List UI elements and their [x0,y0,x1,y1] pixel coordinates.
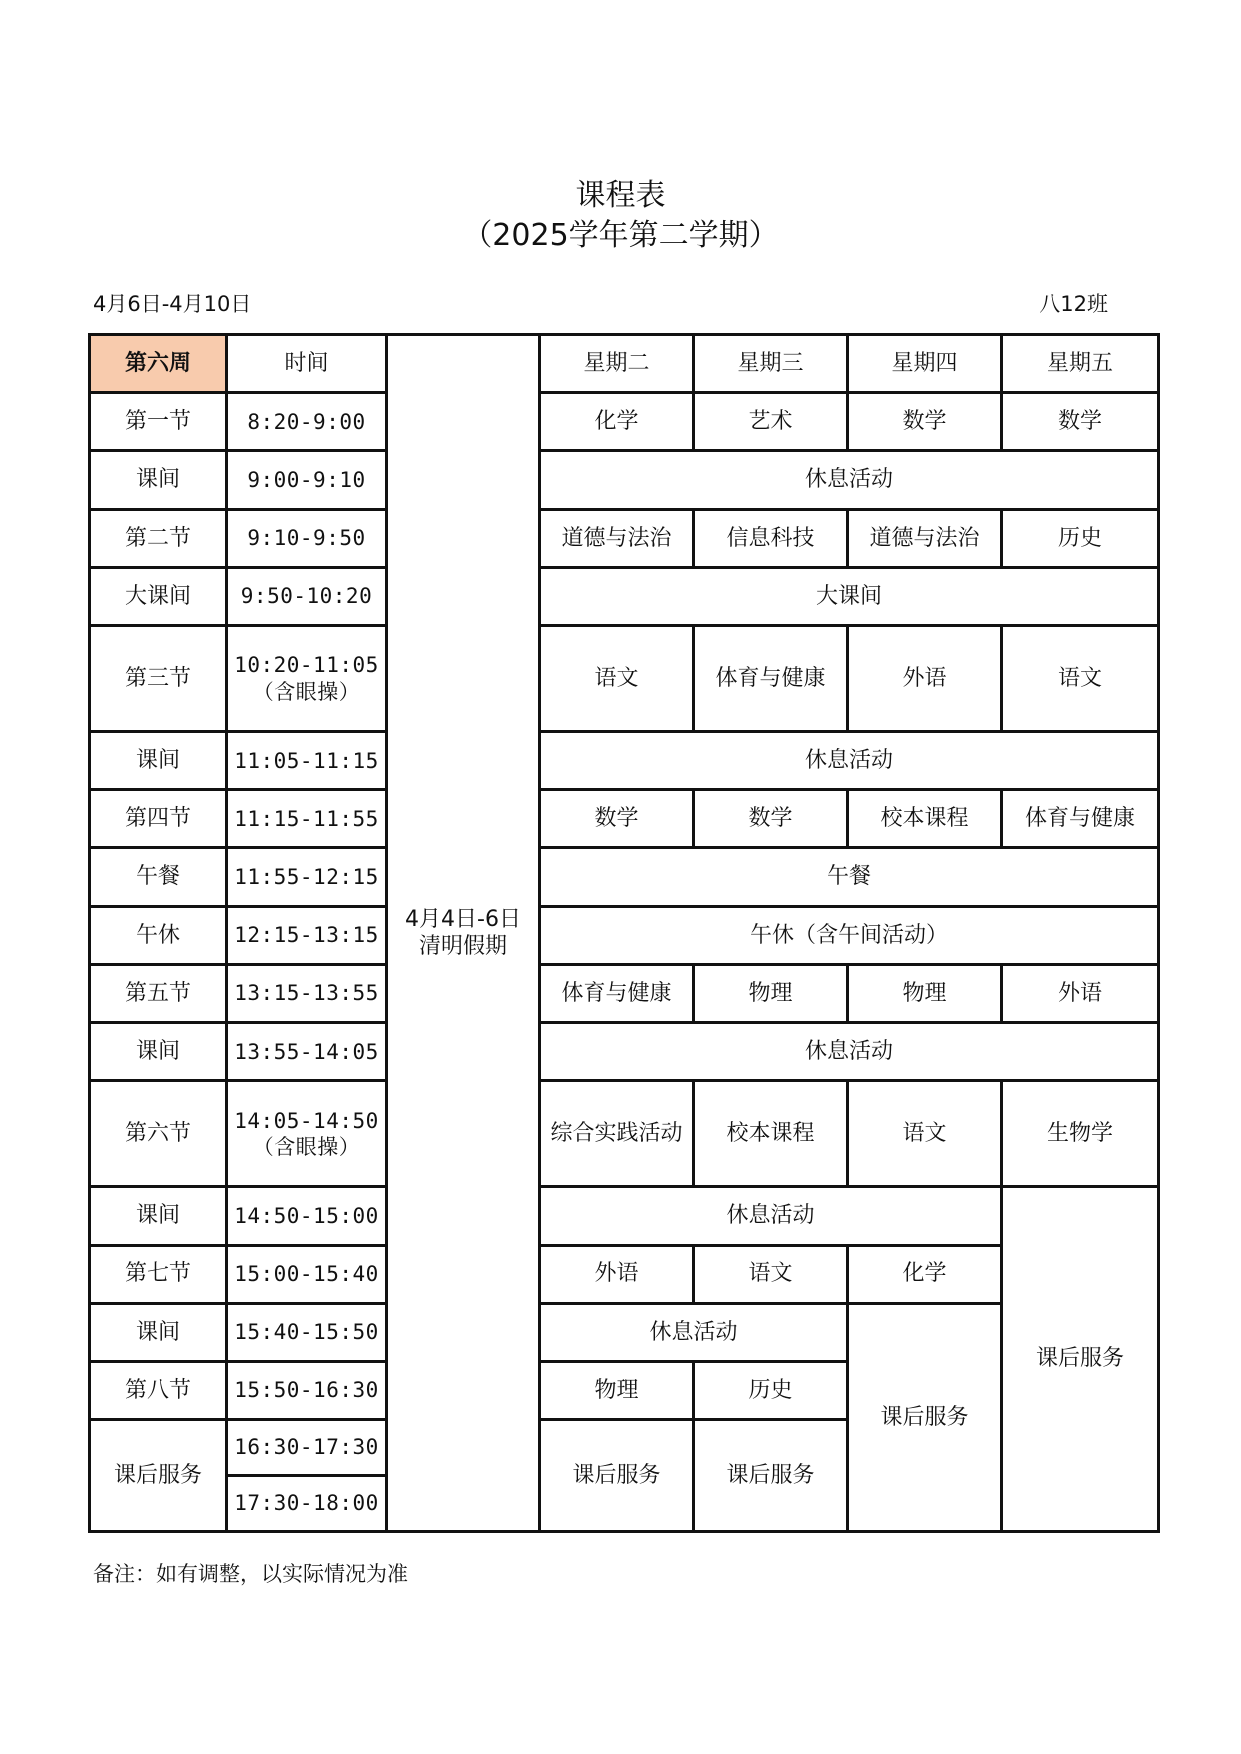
period-label: 课间 [90,1023,227,1081]
day-header-fri: 星期五 [1002,335,1159,393]
schedule-row [90,567,1159,625]
time-range: 14:05-14:50 [234,1108,379,1133]
course-cell: 历史 [1002,509,1159,567]
time-cell [227,626,387,732]
period-label: 第四节 [90,790,227,848]
time-range: 15:40-15:50 [234,1320,379,1345]
time-range: 17:30-18:00 [234,1491,379,1516]
schedule-row [90,509,1159,567]
course-cell: 外语 [1002,964,1159,1022]
schedule-row [90,1303,1159,1361]
holiday-cell [387,335,540,1532]
time-range: 15:00-15:40 [234,1262,379,1287]
date-range: 4月6日-4月10日 [93,292,252,316]
course-cell: 物理 [540,1361,694,1419]
course-cell: 数学 [848,393,1002,451]
course-cell: 体育与健康 [540,964,694,1022]
course-cell: 语文 [848,1081,1002,1187]
course-cell: 信息科技 [694,509,848,567]
course-cell: 物理 [848,964,1002,1022]
period-label: 第六节 [90,1081,227,1187]
time-range: 9:00-9:10 [247,467,366,492]
time-range: 13:15-13:55 [234,981,379,1006]
time-note: （含眼操） [252,679,361,704]
time-range: 16:30-17:30 [234,1435,379,1460]
time-header-cell: 时间 [227,335,387,393]
time-cell [227,790,387,848]
schedule-row [90,1245,1159,1303]
day-header-tue: 星期二 [540,335,694,393]
course-cell: 道德与法治 [540,509,694,567]
merged-activity-cell: 休息活动 [540,732,1159,790]
schedule-row [90,848,1159,906]
period-label: 第一节 [90,393,227,451]
schedule-row [90,1081,1159,1187]
time-range: 13:55-14:05 [234,1039,379,1064]
period-label: 大课间 [90,567,227,625]
schedule-row [90,1187,1159,1245]
period-label: 课后服务 [90,1420,227,1532]
course-cell: 外语 [848,626,1002,732]
course-cell: 历史 [694,1361,848,1419]
course-cell: 化学 [540,393,694,451]
time-range: 9:50-10:20 [240,584,373,609]
course-cell: 体育与健康 [1002,790,1159,848]
page-subtitle: （2025学年第二学期） [462,218,779,253]
course-cell: 语文 [540,626,694,732]
period-label: 第八节 [90,1361,227,1419]
page-title: 课程表 [575,178,666,213]
time-cell [227,1361,387,1419]
period-label: 第七节 [90,1245,227,1303]
course-cell: 体育与健康 [694,626,848,732]
time-cell [227,1303,387,1361]
course-cell: 数学 [694,790,848,848]
schedule-row [90,393,1159,451]
day-header-thu: 星期四 [848,335,1002,393]
course-cell: 综合实践活动 [540,1081,694,1187]
time-range: 11:05-11:15 [234,748,379,773]
schedule-row [90,1023,1159,1081]
course-cell: 语文 [1002,626,1159,732]
time-range: 15:50-16:30 [234,1378,379,1403]
time-range: 9:10-9:50 [247,526,366,551]
time-cell [227,509,387,567]
schedule-table [88,333,1160,1533]
merged-activity-cell: 大课间 [540,567,1159,625]
day-header-wed: 星期三 [694,335,848,393]
course-cell: 数学 [1002,393,1159,451]
course-cell: 生物学 [1002,1081,1159,1187]
class-name: 八12班 [1039,292,1108,316]
period-label: 第五节 [90,964,227,1022]
time-cell [227,732,387,790]
after-school-service-thu: 课后服务 [848,1303,1002,1531]
time-range: 11:15-11:55 [234,806,379,831]
time-cell [227,1245,387,1303]
course-cell: 课后服务 [694,1420,848,1532]
period-label: 课间 [90,732,227,790]
period-label: 午休 [90,906,227,964]
schedule-row [90,626,1159,732]
schedule-row [90,451,1159,509]
time-range: 8:20-9:00 [247,409,366,434]
course-cell: 语文 [694,1245,848,1303]
schedule-row [90,790,1159,848]
header-row [90,335,1159,393]
time-cell [227,964,387,1022]
time-cell [227,1476,387,1532]
time-cell [227,1187,387,1245]
time-cell [227,393,387,451]
merged-activity-cell: 休息活动 [540,1187,1002,1245]
time-range: 11:55-12:15 [234,864,379,889]
time-range: 12:15-13:15 [234,923,379,948]
time-range: 14:50-15:00 [234,1203,379,1228]
holiday-name: 清明假期 [418,934,507,959]
merged-activity-cell: 休息活动 [540,451,1159,509]
time-cell [227,567,387,625]
course-cell: 艺术 [694,393,848,451]
merged-activity-cell: 休息活动 [540,1303,848,1361]
footnote: 备注：如有调整，以实际情况为准 [93,1562,408,1586]
time-range: 10:20-11:05 [234,653,379,678]
after-school-service-fri: 课后服务 [1002,1187,1159,1532]
time-note: （含眼操） [252,1134,361,1159]
time-cell [227,906,387,964]
week-header-cell: 第六周 [90,335,227,393]
period-label: 课间 [90,451,227,509]
course-cell: 校本课程 [848,790,1002,848]
time-cell [227,1023,387,1081]
course-cell: 校本课程 [694,1081,848,1187]
merged-activity-cell: 午休（含午间活动） [540,906,1159,964]
schedule-row [90,964,1159,1022]
merged-activity-cell: 休息活动 [540,1023,1159,1081]
schedule-row [90,906,1159,964]
holiday-date: 4月4日-6日 [405,906,521,932]
period-label: 课间 [90,1303,227,1361]
period-label: 课间 [90,1187,227,1245]
time-cell [227,848,387,906]
course-cell: 物理 [694,964,848,1022]
period-label: 第二节 [90,509,227,567]
period-label: 午餐 [90,848,227,906]
course-cell: 化学 [848,1245,1002,1303]
time-cell [227,1420,387,1476]
course-cell: 道德与法治 [848,509,1002,567]
schedule-row [90,732,1159,790]
course-cell: 课后服务 [540,1420,694,1532]
course-cell: 外语 [540,1245,694,1303]
period-label: 第三节 [90,626,227,732]
time-cell [227,1081,387,1187]
merged-activity-cell: 午餐 [540,848,1159,906]
time-cell [227,451,387,509]
course-cell: 数学 [540,790,694,848]
